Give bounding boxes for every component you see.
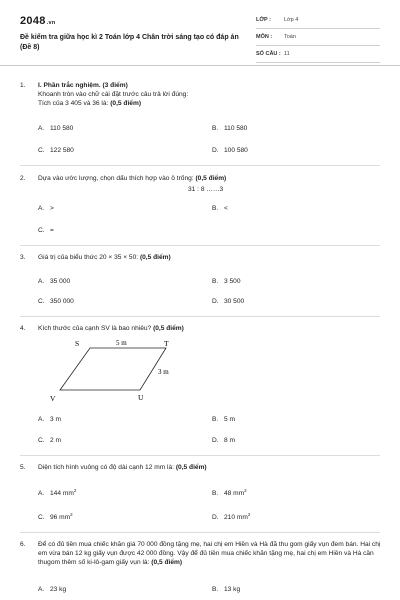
option-text: > [50, 205, 54, 212]
question-divider [20, 455, 380, 456]
unit-exponent: 2 [70, 512, 73, 517]
option-text: 30 500 [224, 298, 245, 305]
vertex-label-t: T [164, 339, 169, 348]
option-letter: D. [212, 147, 219, 154]
question-points: (0,5 điểm) [195, 175, 227, 182]
unit-exponent: 2 [247, 512, 251, 517]
option-c[interactable] [38, 298, 74, 307]
meta-row-count [256, 49, 380, 63]
vertex-label-s: S [75, 339, 80, 348]
question-text: Dựa vào ước lượng, chọn dấu thích hợp vào ô trống: [38, 175, 194, 182]
side-label-right: 3 m [158, 368, 169, 376]
site-logo[interactable] [20, 14, 56, 29]
vertex-label-v: V [50, 394, 56, 403]
option-c[interactable] [38, 437, 61, 446]
options-row [38, 205, 378, 215]
option-b[interactable] [212, 205, 228, 214]
question-number: 2. [20, 175, 26, 182]
option-b[interactable] [212, 488, 247, 499]
option-text: 110 580 [224, 125, 248, 132]
question-6 [20, 541, 385, 568]
section-title: I. Phần trắc nghiệm. (3 điểm) [38, 82, 128, 89]
comparison-expression: 31 : 8 ……3 [188, 186, 224, 193]
meta-value: Toán [284, 34, 296, 40]
option-text: 122 580 [50, 147, 74, 154]
option-d[interactable] [212, 147, 248, 156]
options-row [38, 488, 378, 498]
question-points: (0,5 điểm) [110, 99, 142, 107]
option-letter: C. [38, 227, 45, 234]
question-number: 1. [20, 82, 26, 89]
option-text: 23 kg [50, 586, 67, 593]
option-a[interactable] [38, 488, 76, 499]
option-letter: A. [38, 205, 45, 212]
option-text: 100 580 [224, 147, 248, 154]
options-row [38, 125, 378, 135]
options-row [38, 227, 378, 237]
options-row [38, 416, 378, 426]
option-text: 3 500 [224, 278, 241, 285]
option-letter: B. [212, 278, 219, 285]
options-row [38, 147, 378, 157]
option-a[interactable] [38, 125, 73, 134]
option-a[interactable] [38, 416, 61, 425]
logo-text: 2048 [20, 15, 46, 27]
option-a[interactable] [38, 205, 54, 214]
meta-label: MÔN : [256, 34, 273, 40]
option-a[interactable] [38, 278, 70, 287]
option-d[interactable] [212, 298, 244, 307]
question-points: (0,5 điểm) [139, 254, 171, 261]
question-points: (0,5 điểm) [153, 325, 184, 332]
side-label-top: 5 m [116, 339, 127, 347]
question-divider [20, 316, 380, 317]
option-letter: A. [38, 416, 45, 423]
option-text: 350 000 [50, 298, 74, 305]
question-points: (0,5 điểm) [151, 558, 183, 566]
meta-value: 11 [284, 51, 290, 57]
option-b[interactable] [212, 416, 235, 425]
option-b[interactable] [212, 586, 240, 595]
meta-label: SỐ CÂU : [256, 51, 281, 57]
option-text: 3 m [50, 416, 61, 423]
option-letter: D. [212, 298, 219, 305]
options-row [38, 586, 378, 596]
question-points: (0,5 điểm) [175, 464, 207, 471]
question-divider [20, 532, 380, 533]
option-text: 210 mm [224, 514, 248, 521]
option-b[interactable] [212, 125, 247, 134]
option-letter: B. [212, 125, 219, 132]
options-row [38, 278, 378, 288]
question-number: 3. [20, 254, 26, 261]
question-text: Kích thước của cạnh SV là bao nhiêu? [38, 325, 152, 332]
option-text: = [50, 227, 54, 234]
option-d[interactable] [212, 437, 235, 446]
question-text: Để có đủ tiền mua chiếc khăn giá 70 000 đồng tặng mẹ, hai chị em Hiền và Hà đã thu gom giấy vụn đem bán. Hai chị em vừa bán 12 kg giấy vụn được 42 000 đồng. Vậy để đủ tiền mua chiếc khăn tặng mẹ, hai chị em Hiền và Hà cần thugom thêm số ki-lô-gam giấy vụn là: [38, 541, 381, 566]
vertex-label-u: U [138, 393, 144, 402]
option-letter: C. [38, 298, 45, 305]
option-letter: C. [38, 514, 45, 521]
meta-row-class [256, 15, 380, 29]
options-row [38, 298, 378, 308]
option-c[interactable] [38, 147, 74, 156]
parallelogram-shape [60, 348, 166, 390]
option-letter: B. [212, 586, 219, 593]
question-4 [20, 325, 385, 334]
question-5 [20, 464, 385, 473]
question-divider [20, 245, 380, 246]
options-row [38, 512, 378, 522]
option-text: 35 000 [50, 278, 71, 285]
option-d[interactable] [212, 512, 250, 523]
option-letter: B. [212, 205, 219, 212]
unit-exponent: 2 [73, 488, 77, 493]
question-1 [20, 82, 385, 109]
option-letter: A. [38, 278, 45, 285]
option-letter: A. [38, 125, 45, 132]
option-letter: B. [212, 490, 219, 497]
meta-value: Lớp 4 [284, 17, 299, 23]
option-a[interactable] [38, 586, 66, 595]
question-3 [20, 254, 385, 263]
document-title: Đề kiểm tra giữa học kì 2 Toán lớp 4 Chân trời sáng tạo có đáp án (Đề 8) [20, 34, 239, 52]
page-header [0, 0, 400, 66]
option-text: 2 m [50, 437, 61, 444]
question-text: Giá trị của biểu thức 20 × 35 × 50: [38, 254, 139, 261]
option-letter: C. [38, 147, 45, 154]
option-text: 144 mm [50, 490, 74, 497]
option-text: 110 580 [50, 125, 74, 132]
option-text: < [224, 205, 228, 212]
option-text: 13 kg [224, 586, 241, 593]
logo-tld: .vn [46, 20, 56, 26]
option-text: 48 mm [224, 490, 245, 497]
parallelogram-figure [40, 334, 200, 410]
option-text: 5 m [224, 416, 235, 423]
option-letter: A. [38, 586, 45, 593]
unit-exponent: 2 [244, 488, 247, 493]
option-c[interactable] [38, 227, 54, 236]
option-c[interactable] [38, 512, 73, 523]
option-b[interactable] [212, 278, 241, 287]
question-divider [20, 165, 380, 166]
question-number: 5. [20, 464, 26, 471]
option-text: 8 m [224, 437, 235, 444]
option-text: 96 mm [50, 514, 71, 521]
meta-row-subject [256, 32, 380, 46]
question-number: 4. [20, 325, 26, 332]
option-letter: D. [212, 514, 219, 521]
option-letter: C. [38, 437, 45, 444]
question-text: Tích của 3 405 và 36 là: [38, 99, 109, 107]
options-row [38, 437, 378, 447]
option-letter: D. [212, 437, 219, 444]
meta-label: LỚP : [256, 17, 271, 23]
question-2 [20, 175, 385, 184]
exam-meta [256, 15, 380, 66]
option-letter: B. [212, 416, 219, 423]
question-instruction: Khoanh tròn vào chữ cái đặt trước câu trả lời đúng: [38, 90, 189, 98]
question-number: 6. [20, 541, 26, 548]
question-text: Diện tích hình vuông có độ dài cạnh 12 mm là: [38, 464, 174, 471]
option-letter: A. [38, 490, 45, 497]
